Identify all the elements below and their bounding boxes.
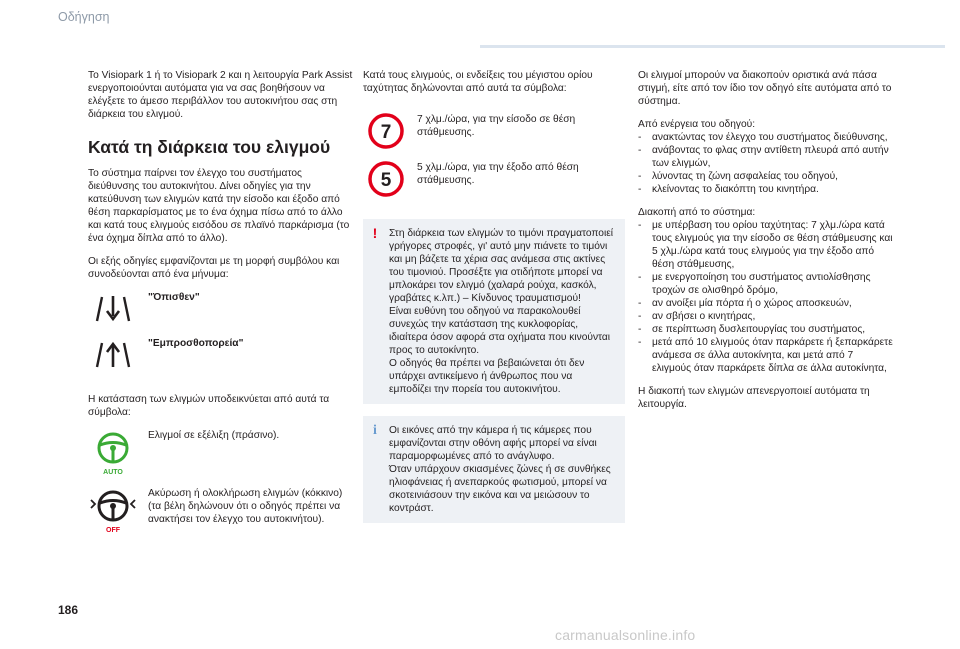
- list-item: - αν ανοίξει μία πόρτα ή ο χώρος αποσκευών,: [638, 298, 852, 309]
- speed-7-value: 7: [380, 122, 392, 143]
- list-item: - αν σβήσει ο κινητήρας,: [638, 311, 756, 322]
- interrupt-paragraph: Οι ελιγμοί μπορούν να διακοπούν οριστικά ανά πάσα στιγμή, είτε από τον ίδιο τον οδηγό είτε αυτόματα από το σύστημα.: [638, 70, 892, 107]
- list-item: - με ενεργοποίηση του συστήματος αντιολίσθησης τροχών σε ολισθηρό δρόμο,: [638, 272, 871, 296]
- list-item: - σε περίπτωση δυσλειτουργίας του συστήματος,: [638, 324, 866, 335]
- reverse-arrow-icon: [88, 291, 138, 327]
- auto-label: AUTO: [103, 469, 123, 476]
- steering-wheel-auto-icon: [88, 429, 138, 477]
- speed-limit-5-icon: [368, 161, 404, 197]
- list-item: - μετά από 10 ελιγμούς όταν παρκάρετε ή ξεπαρκάρετε ανάμεσα σε άλλα αυτοκίνητα, και μετά από 7 ελιγμούς όταν παρκάρετε δίπλα σε άλλα αυτοκίνητα,: [638, 337, 893, 374]
- page-number: 186: [58, 603, 79, 617]
- instruction-reverse: [88, 291, 353, 327]
- speed-limit-7-text: 7 χλμ./ώρα, για την είσοδο σε θέση στάθμευσης.: [417, 114, 576, 138]
- list-item: - με υπέρβαση του ορίου ταχύτητας: 7 χλμ./ώρα κατά τους ελιγμούς για την είσοδο σε θέση στάθμευσης και 5 χλμ./ώρα κατά τους ελιγμούς για την έξοδο από θέση στάθμευσης,: [638, 220, 893, 270]
- watermark-text: carmanualsonline.info: [555, 627, 696, 643]
- header-rule: [480, 45, 945, 48]
- warning-text-1: Στη διάρκεια των ελιγμών το τιμόνι πραγματοποιεί γρήγορες στροφές, γι' αυτό μην πιάνετε το τιμόνι και μη βάζετε τα χέρια σας ανάμεσα στις ακτίνες του τιμονιού. Προσέξτε για οτιδήποτε μπορεί να μπλοκάρει τον ελιγμό (χαλαρά ρούχα, κασκόλ, γραβάτες κ.λπ.) – Κίνδυνος τραυματισμού!: [389, 228, 614, 304]
- status-auto: [88, 429, 353, 477]
- section-heading: Κατά τη διάρκεια του ελιγμού: [88, 137, 331, 157]
- info-icon: i: [373, 423, 377, 438]
- list-item: - ανάβοντας το φλας στην αντίθετη πλευρά από αυτήν των ελιγμών,: [638, 145, 889, 169]
- status-paragraph: Η κατάσταση των ελιγμών υποδεικνύεται από αυτά τα σύμβολα:: [88, 394, 330, 418]
- deactivation-paragraph: Η διακοπή των ελιγμών απενεργοποιεί αυτόματα τη λειτουργία.: [638, 386, 870, 410]
- column-2: [363, 69, 625, 523]
- column-3: [638, 69, 893, 411]
- off-label: OFF: [106, 527, 120, 534]
- list-item: - κλείνοντας το διακόπτη του κινητήρα.: [638, 184, 819, 195]
- warning-text-2: Είναι ευθύνη του οδηγού να παρακολουθεί συνεχώς την κατάσταση της κυκλοφορίας, ιδιαίτερα όσον αφορά στα οχήματα που κινούνται προς το αυτοκίνητο.: [389, 306, 611, 356]
- info-text-1: Οι εικόνες από την κάμερα ή τις κάμερες που εμφανίζονται στην οθόνη αφής μπορεί να είναι παραμορφωμένες από το ανάγλυφο.: [389, 425, 597, 462]
- section-header: Οδήγηση: [58, 10, 110, 24]
- instruction-reverse-label: "Όπισθεν": [148, 292, 200, 303]
- intro-paragraph: Το Visiopark 1 ή το Visiopark 2 και η λειτουργία Park Assist ενεργοποιούνται αυτόματα για να σας βοηθήσουν να ελέγξετε το άμεσο περιβάλλον του αυτοκινήτου σας στη διάρκεια του ελιγμού.: [88, 70, 353, 120]
- forward-arrow-icon: [88, 337, 138, 373]
- instruction-forward: [88, 337, 353, 373]
- system-interrupt-title: Διακοπή από το σύστημα:: [638, 207, 756, 218]
- status-auto-text: Ελιγμοί σε εξέλιξη (πράσινο).: [148, 430, 280, 441]
- column-1: [88, 69, 353, 535]
- driver-action-title: Από ενέργεια του οδηγού:: [638, 119, 756, 130]
- info-box: [363, 416, 625, 523]
- speed-limit-paragraph: Κατά τους ελιγμούς, οι ενδείξεις του μέγιστου ορίου ταχύτητας δηλώνονται από αυτά τα σύμβολα:: [363, 70, 593, 94]
- status-off-text: Ακύρωση ή ολοκλήρωση ελιγμών (κόκκινο) (τα βέλη δηλώνουν ότι ο οδηγός πρέπει να ανακτήσει τον έλεγχο του αυτοκινήτου).: [148, 488, 343, 525]
- speed-limit-7-icon: [368, 113, 404, 149]
- instructions-paragraph: Οι εξής οδηγίες εμφανίζονται με τη μορφή συμβόλου και συνοδεύονται από ένα μήνυμα:: [88, 256, 340, 280]
- list-item: - λύνοντας τη ζώνη ασφαλείας του οδηγού,: [638, 171, 838, 182]
- warning-icon: !: [372, 225, 378, 241]
- info-text-2: Όταν υπάρχουν σκιασμένες ζώνες ή σε συνθήκες ηλιοφάνειας ή ανεπαρκούς φωτισμού, μπορεί να σκοτεινιάσουν την εικόνα και να μειώσουν το κοντράστ.: [389, 464, 611, 514]
- instruction-forward-label: "Εμπροσθοπορεία": [148, 338, 244, 349]
- warning-box: [363, 219, 625, 404]
- speed-5-value: 5: [380, 170, 392, 191]
- speed-limit-5-text: 5 χλμ./ώρα, για την έξοδο από θέση στάθμευσης.: [417, 162, 579, 186]
- steering-wheel-off-icon: [88, 487, 138, 535]
- speed-limit-7: [363, 113, 625, 149]
- status-off: [88, 487, 353, 535]
- list-item: - ανακτώντας τον έλεγχο του συστήματος διεύθυνσης,: [638, 132, 888, 143]
- speed-limit-5: [363, 161, 625, 197]
- driver-action-list: [638, 131, 893, 196]
- warning-text-3: Ο οδηγός θα πρέπει να βεβαιώνεται ότι δεν υπάρχει αντικείμενο ή άνθρωπος που να εμποδίζει την πορεία του αυτοκινήτου.: [389, 358, 585, 395]
- system-interrupt-list: [638, 219, 893, 375]
- system-paragraph: Το σύστημα παίρνει τον έλεγχο του συστήματος διεύθυνσης του αυτοκινήτου. Δίνει οδηγίες για την κατεύθυνση των ελιγμών κατά την είσοδο και έξοδο από θέση παρκαρίσματος με το ένα όχημα πίσω από το άλλο και κατά τους ελιγμούς εισόδου σε πλαϊνό παρκάρισμα (το ένα όχημα δίπλα από το άλλο).: [88, 168, 350, 244]
